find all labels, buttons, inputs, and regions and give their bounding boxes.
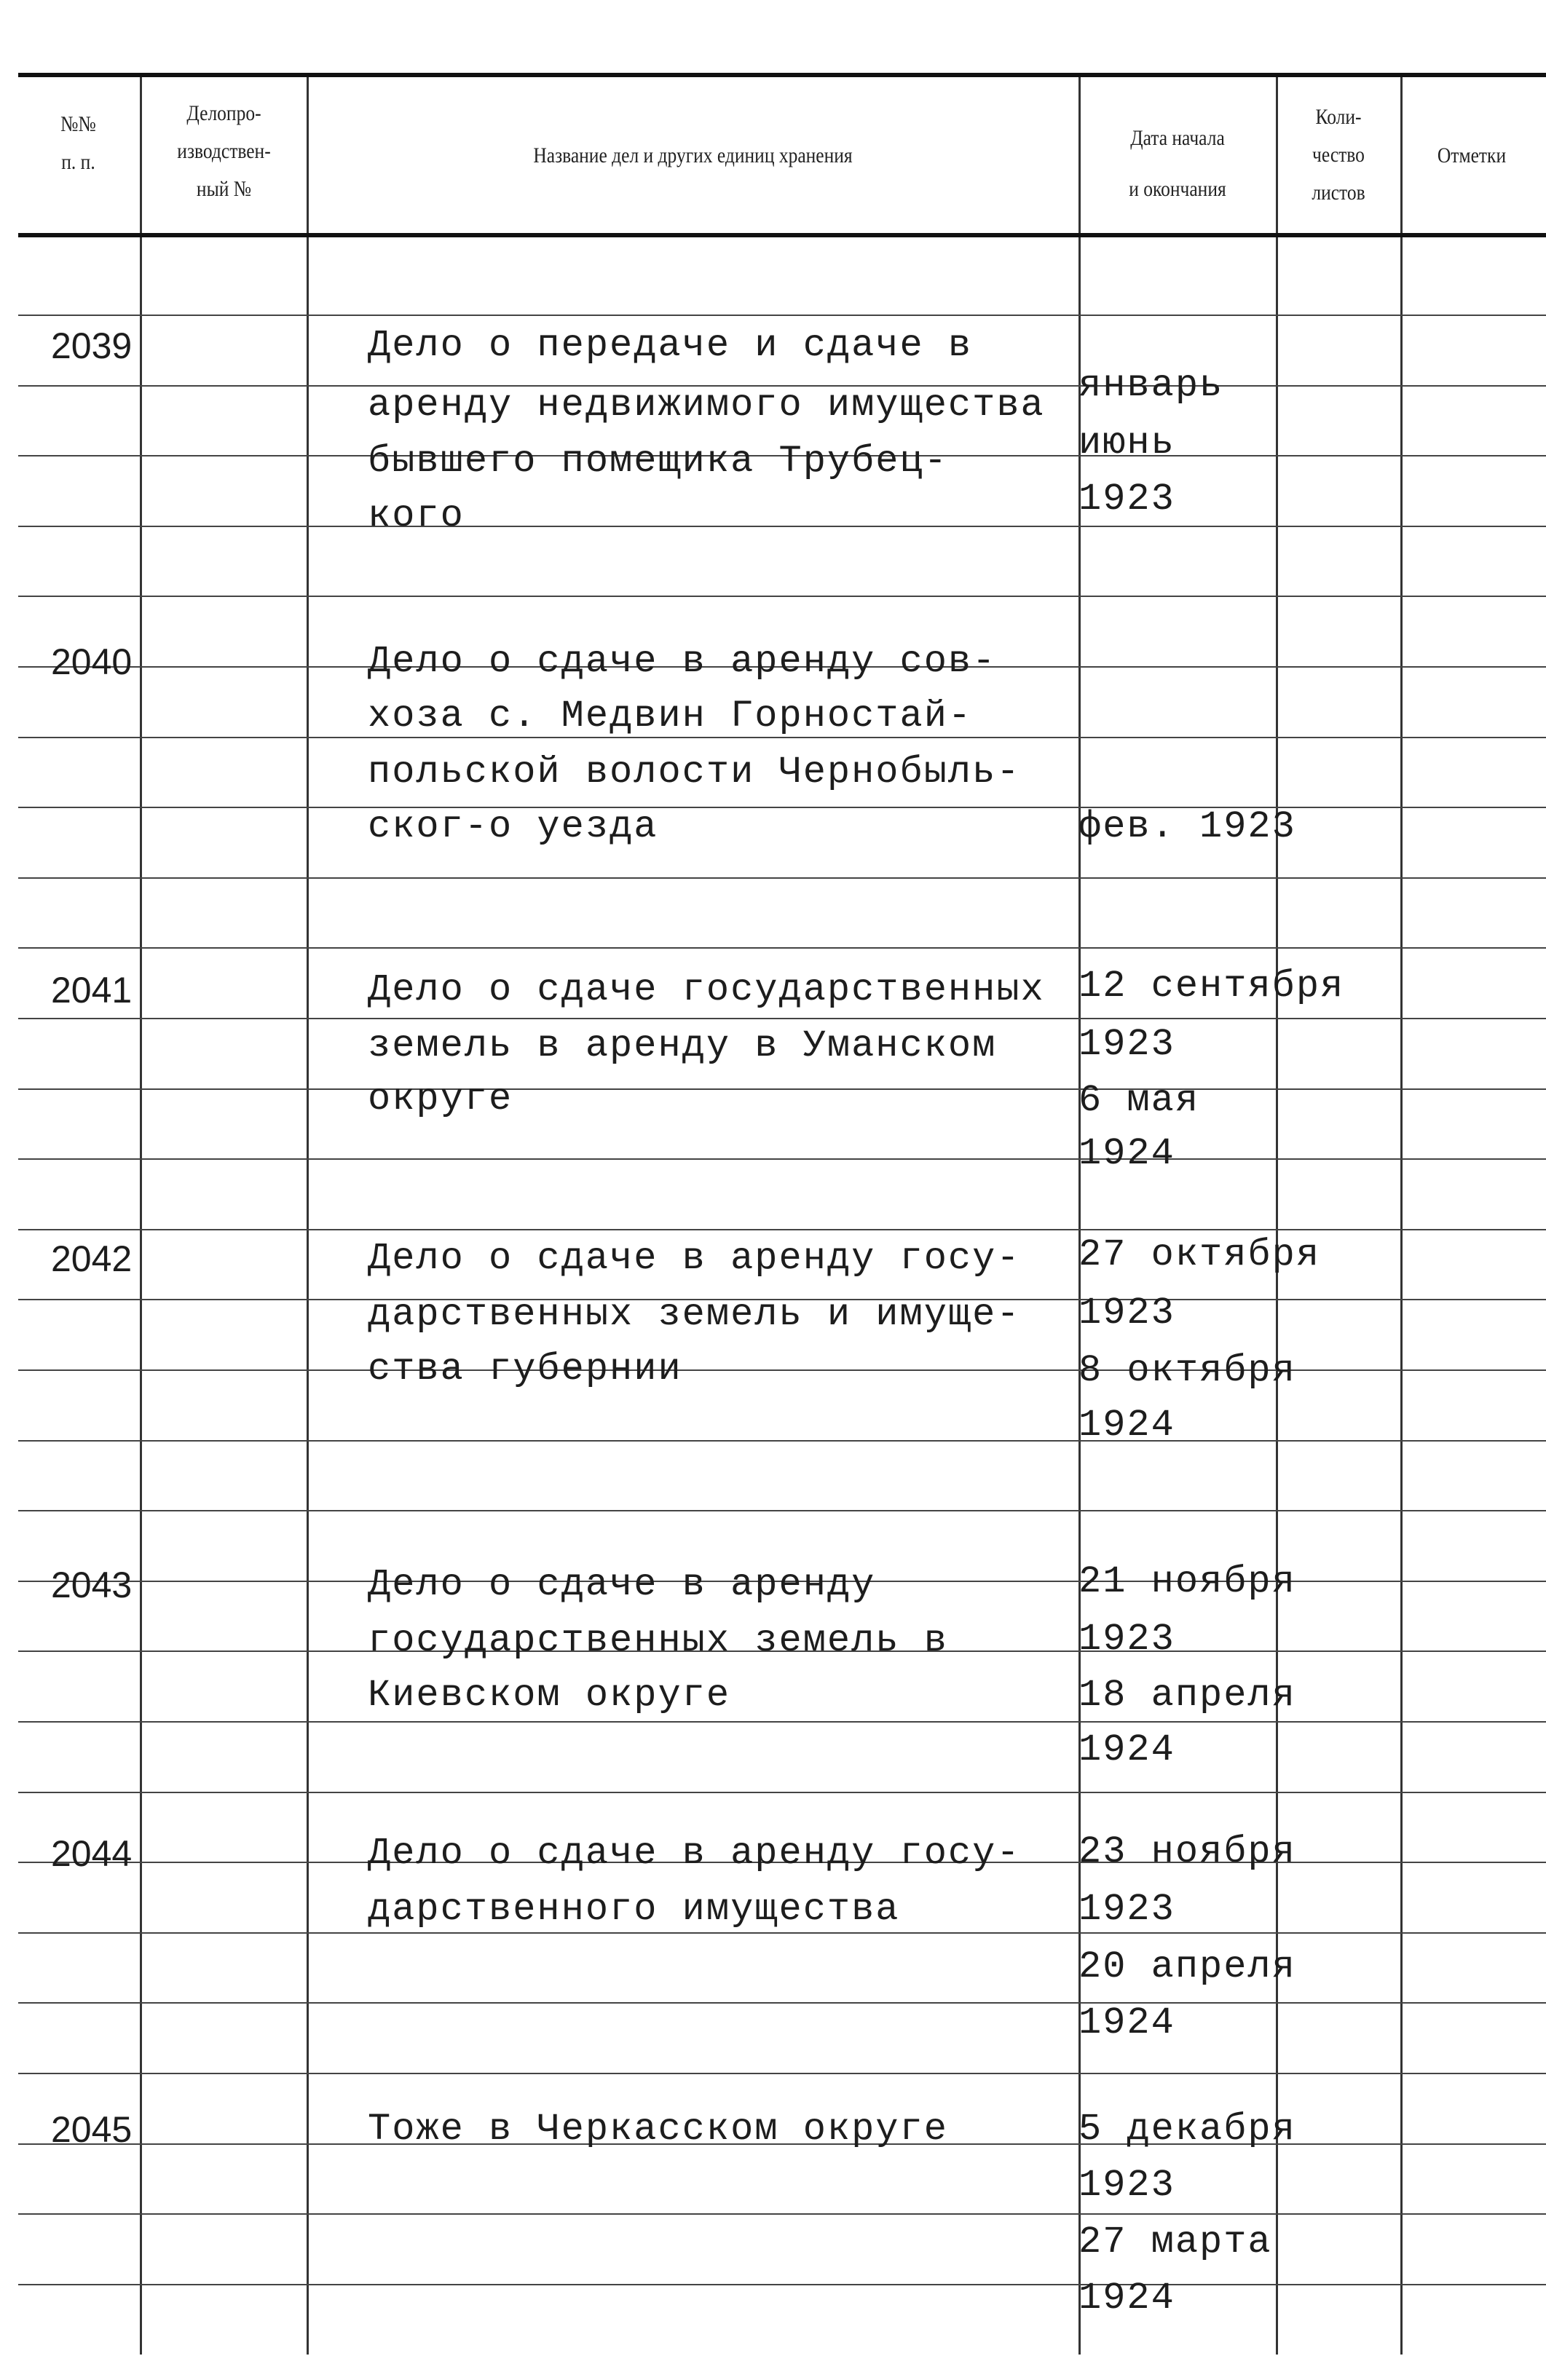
header-number-line: №№ bbox=[60, 112, 96, 136]
header-title: Название дел и других единиц хранения bbox=[533, 143, 853, 167]
entry-date-line: 1923 bbox=[1078, 1292, 1175, 1335]
entry-title-line: Дело о сдаче в аренду сов- bbox=[368, 640, 997, 683]
column-rule bbox=[140, 76, 142, 2355]
entry-title-line: земель в аренду в Уманском bbox=[368, 1024, 997, 1067]
header-bottom-rule bbox=[18, 233, 1546, 237]
entry-title-line: аренду недвижимого имущества bbox=[368, 384, 1045, 427]
entry-date-line: 23 ноября bbox=[1078, 1830, 1296, 1873]
header-notes: Отметки bbox=[1437, 143, 1507, 167]
entry-date-line: 1923 bbox=[1078, 2164, 1175, 2207]
entry-title-line: Тоже в Черкасском округе bbox=[368, 2108, 948, 2151]
entry-date-line: 27 марта bbox=[1078, 2221, 1272, 2264]
ruled-line bbox=[18, 596, 1546, 597]
entry-number: 2044 bbox=[51, 1833, 133, 1874]
entry-date-line: 18 апреля bbox=[1078, 1674, 1296, 1717]
entry-date-line: 21 ноября bbox=[1078, 1560, 1296, 1603]
entry-date-line: 27 октября bbox=[1078, 1233, 1321, 1276]
ruled-line bbox=[18, 1792, 1546, 1793]
header-dates-line: и окончания bbox=[1129, 177, 1226, 201]
ruled-line bbox=[18, 2073, 1546, 2074]
ruled-line bbox=[18, 1369, 1546, 1371]
ruled-line bbox=[18, 1088, 1546, 1090]
ruled-line bbox=[18, 1229, 1546, 1230]
entry-date-line: январь bbox=[1078, 364, 1224, 407]
ruled-line bbox=[18, 947, 1546, 949]
column-rule bbox=[1400, 76, 1403, 2355]
entry-title-line: Дело о сдаче в аренду bbox=[368, 1563, 876, 1606]
entry-date-line: фев. 1923 bbox=[1078, 805, 1296, 848]
entry-date-line: 1923 bbox=[1078, 478, 1175, 521]
entry-date-line: 1923 bbox=[1078, 1888, 1175, 1931]
entry-title-line: Дело о сдаче в аренду госу- bbox=[368, 1832, 1021, 1875]
ruled-line bbox=[18, 526, 1546, 527]
entry-date-line: 1923 bbox=[1078, 1023, 1175, 1066]
column-rule bbox=[1276, 76, 1278, 2355]
header-sheets bbox=[1287, 98, 1389, 212]
entry-number: 2039 bbox=[51, 325, 133, 366]
entry-date-line: июнь bbox=[1078, 422, 1175, 464]
entry-date-line: 1924 bbox=[1078, 2001, 1175, 2044]
entry-title-line: ства губернии bbox=[368, 1348, 682, 1391]
ruled-line bbox=[18, 877, 1546, 879]
ruled-line bbox=[18, 807, 1546, 808]
header-office-number bbox=[154, 95, 293, 208]
column-rule bbox=[307, 76, 309, 2355]
entry-date-line: 1924 bbox=[1078, 1728, 1175, 1771]
ruled-line bbox=[18, 315, 1546, 316]
entry-title-line: округе bbox=[368, 1078, 513, 1120]
entry-title-line: Дело о сдаче государственных bbox=[368, 968, 1045, 1011]
entry-title-line: Киевском округе bbox=[368, 1674, 731, 1717]
ruled-line bbox=[18, 1440, 1546, 1442]
header-dates bbox=[1095, 113, 1260, 215]
entry-title-line: государственных земель в bbox=[368, 1619, 948, 1662]
ruled-line bbox=[18, 2284, 1546, 2285]
header-office-line: ный № bbox=[196, 177, 252, 201]
ruled-line bbox=[18, 2213, 1546, 2215]
entry-date-line: 1923 bbox=[1078, 1618, 1175, 1661]
entry-date-line: 5 декабря bbox=[1078, 2108, 1296, 2151]
header-dates-line: Дата начала bbox=[1130, 126, 1225, 150]
header-sheets-line: чество bbox=[1312, 143, 1365, 167]
entry-title-line: кого bbox=[368, 494, 465, 537]
header-sheets-line: листов bbox=[1312, 181, 1365, 205]
ruled-line bbox=[18, 1510, 1546, 1511]
entry-title-line: бывшего помещика Трубец- bbox=[368, 440, 948, 483]
entry-number: 2042 bbox=[51, 1238, 133, 1279]
entry-title-line: хоза с. Медвин Горностай- bbox=[368, 695, 973, 738]
entry-number: 2040 bbox=[51, 641, 133, 682]
entry-title-line: дарственного имущества bbox=[368, 1888, 900, 1931]
ruled-line bbox=[18, 1018, 1546, 1019]
header-office-line: Делопро- bbox=[186, 101, 261, 125]
header-sheets-line: Коли- bbox=[1315, 105, 1362, 129]
entry-date-line: 12 сентября bbox=[1078, 965, 1345, 1008]
entry-number: 2041 bbox=[51, 970, 133, 1011]
ruled-line bbox=[18, 1721, 1546, 1723]
entry-title-line: Дело о сдаче в аренду госу- bbox=[368, 1237, 1021, 1280]
entry-date-line: 8 октября bbox=[1078, 1349, 1296, 1392]
entry-title-line: Дело о передаче и сдаче в bbox=[368, 324, 973, 367]
entry-date-line: 6 мая bbox=[1078, 1079, 1200, 1122]
ruled-line bbox=[18, 2002, 1546, 2004]
header-top-rule bbox=[18, 73, 1546, 77]
header-office-line: изводствен- bbox=[177, 139, 271, 163]
ruled-line bbox=[18, 1932, 1546, 1934]
entry-number: 2043 bbox=[51, 1565, 133, 1605]
ruled-line bbox=[18, 1158, 1546, 1160]
entry-date-line: 1924 bbox=[1078, 1132, 1175, 1175]
entry-title-line: дарственных земель и имуще- bbox=[368, 1293, 1021, 1336]
entry-date-line: 1924 bbox=[1078, 1404, 1175, 1447]
entry-title-line: польской волости Чернобыль- bbox=[368, 751, 1021, 794]
entry-date-line: 1924 bbox=[1078, 2277, 1175, 2320]
entry-title-line: ског-о уезда bbox=[368, 805, 658, 848]
header-number bbox=[27, 106, 129, 181]
entry-number: 2045 bbox=[51, 2109, 133, 2150]
header-number-line: п. п. bbox=[61, 150, 95, 174]
entry-date-line: 20 апреля bbox=[1078, 1945, 1296, 1988]
